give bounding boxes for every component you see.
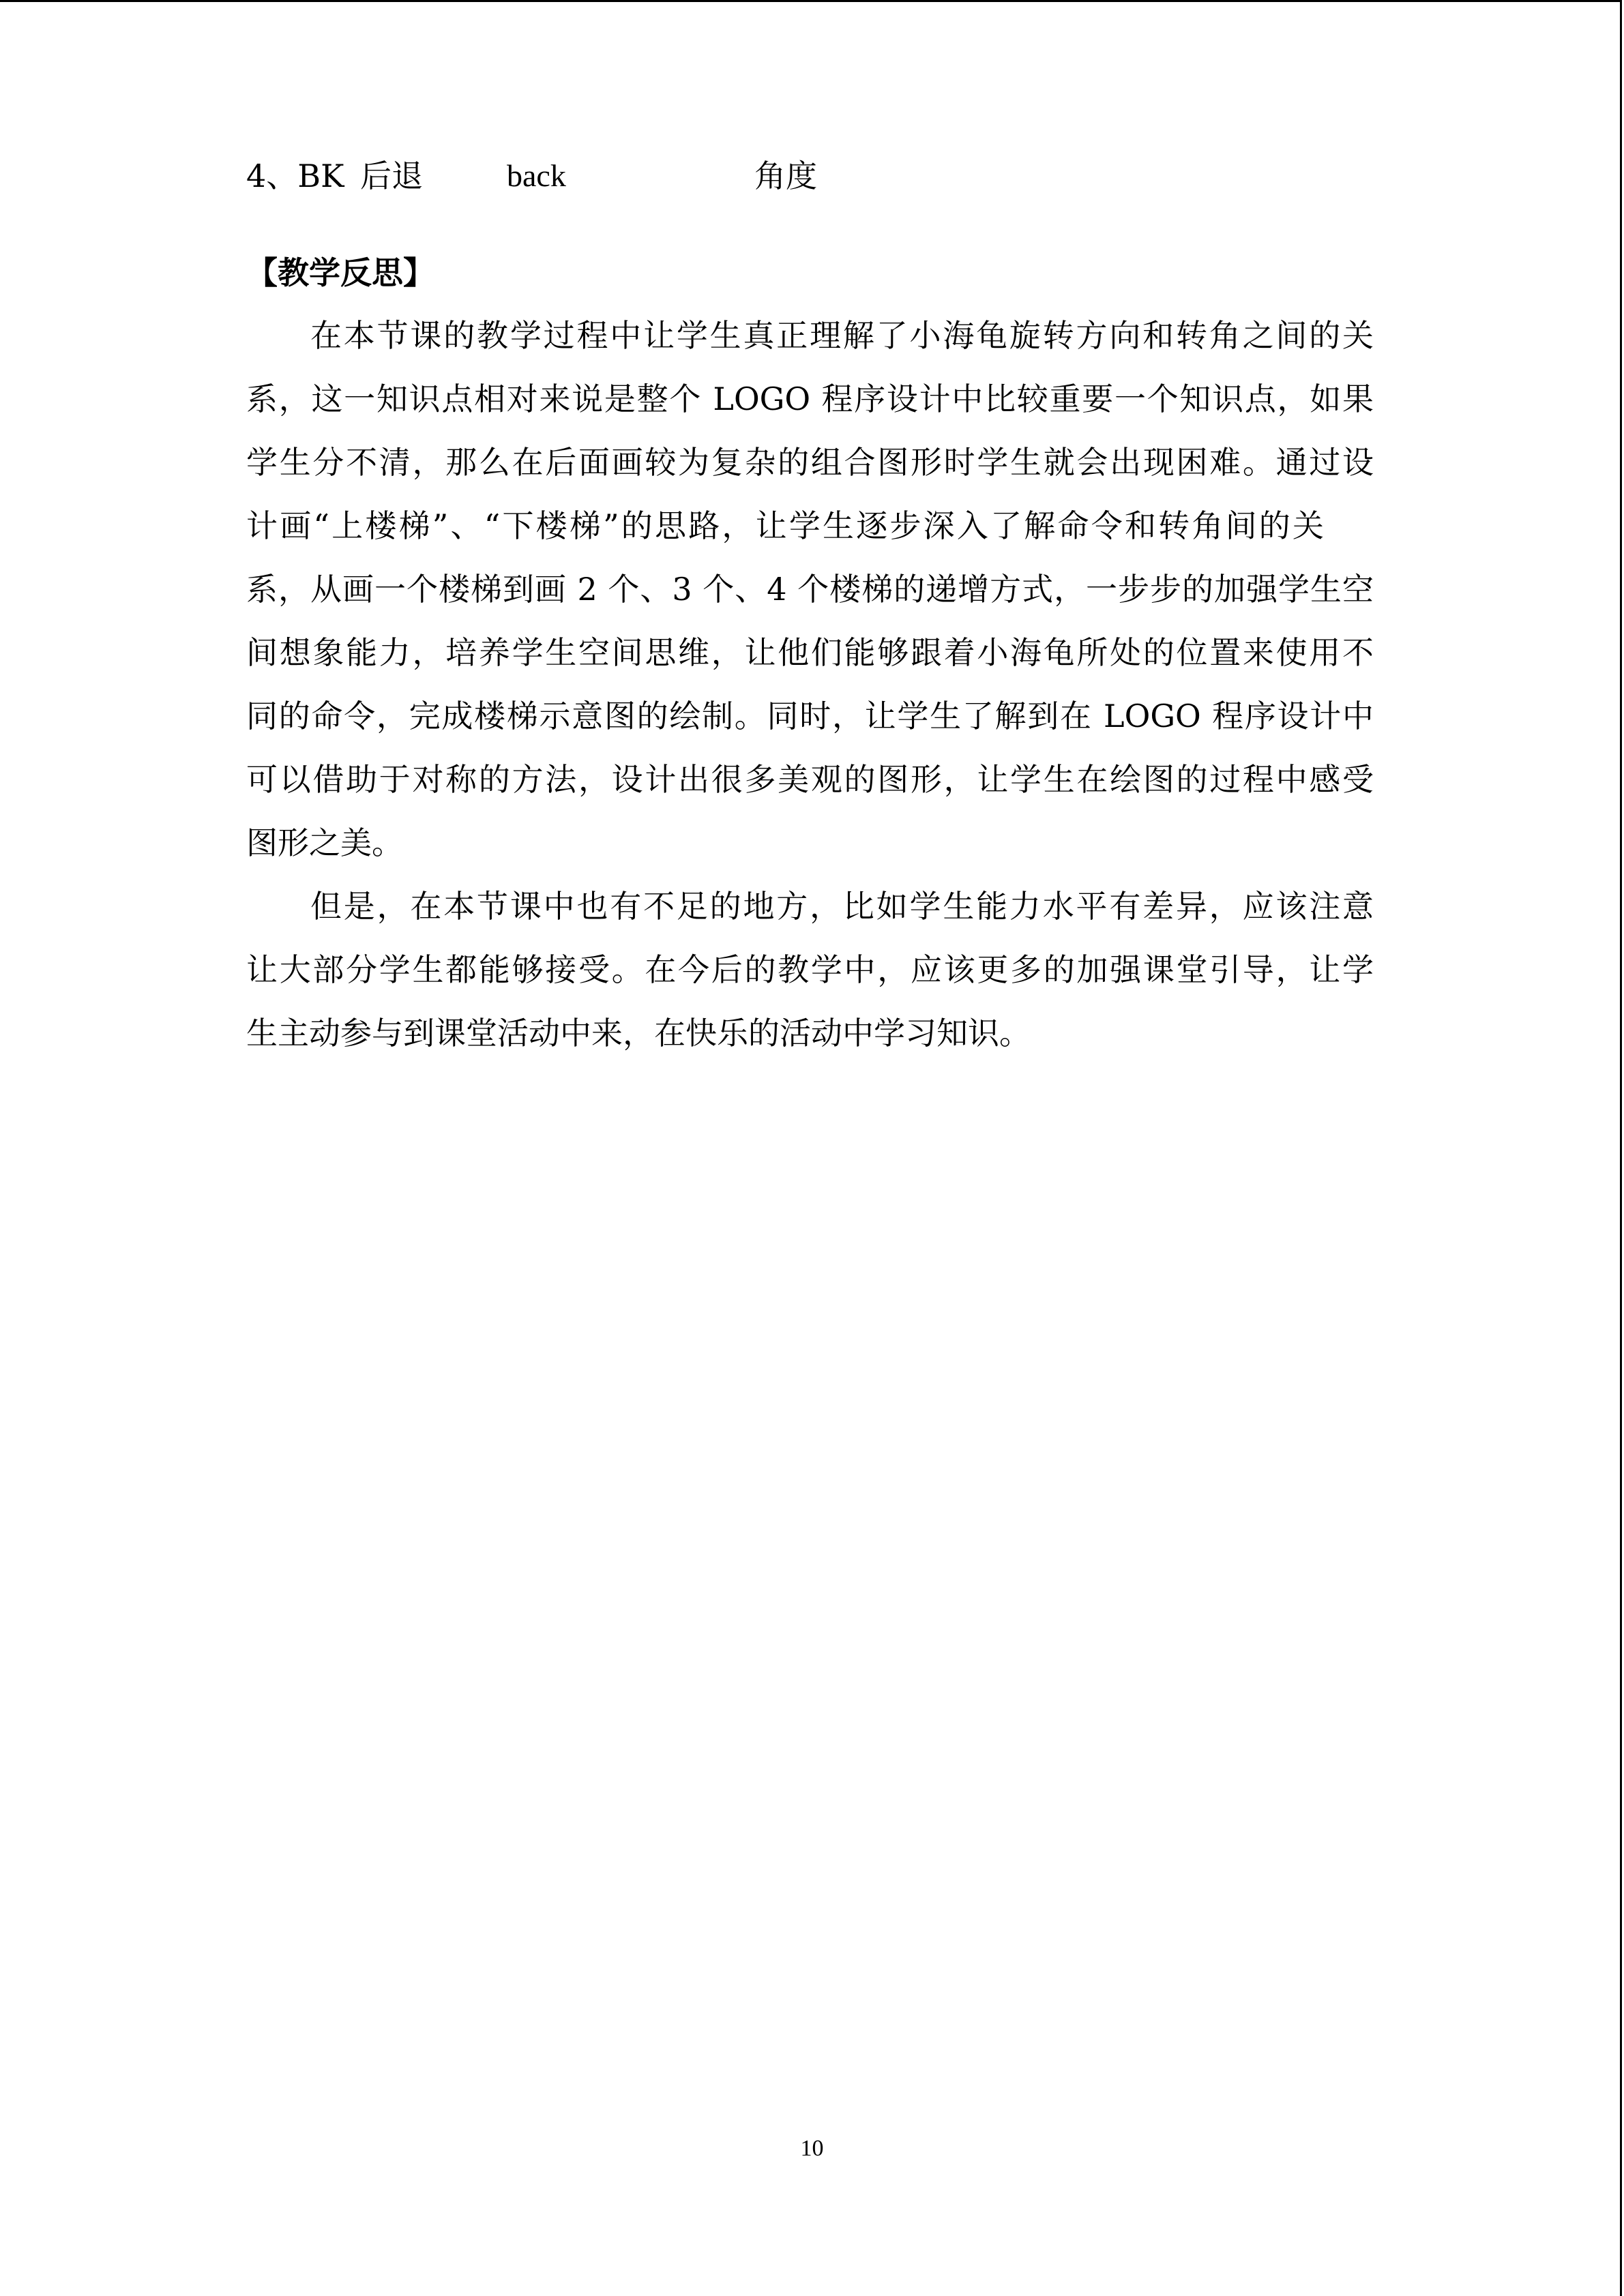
page-number: 10 — [800, 2136, 824, 2161]
command-chinese: 后退 — [360, 158, 423, 194]
text-line: 生主动参与到课堂活动中来，在快乐的活动中学习知识。 — [246, 1015, 1031, 1052]
text-line: 间想象能力，培养学生空间思维，让他们能够跟着小海龟所处的位置来使用不 — [246, 634, 1374, 671]
text-line: 系，这一知识点相对来说是整个 LOGO 程序设计中比较重要一个知识点，如果 — [246, 381, 1374, 417]
text-line: 计画“上楼梯”、“下楼梯”的思路，让学生逐步深入了解命令和转角间的关 — [246, 507, 1324, 544]
text-line: 可以借助于对称的方法，设计出很多美观的图形，让学生在绘图的过程中感受 — [246, 761, 1374, 798]
text-line: 在本节课的教学过程中让学生真正理解了小海龟旋转方向和转角之间的关 — [310, 317, 1374, 354]
text-line: 学生分不清，那么在后面画较为复杂的组合图形时学生就会出现困难。通过设 — [246, 444, 1374, 481]
text-line: 图形之美。 — [246, 824, 403, 861]
command-number: 4、BK — [246, 158, 344, 194]
text-line: 让大部分学生都能够接受。在今后的教学中，应该更多的加强课堂引导，让学 — [246, 951, 1374, 988]
text-line: 同的命令，完成楼梯示意图的绘制。同时，让学生了解到在 LOGO 程序设计中 — [246, 698, 1374, 734]
command-parameter: 角度 — [754, 158, 817, 194]
section-heading: 【教学反思】 — [246, 254, 434, 291]
text-line: 系，从画一个楼梯到画 2 个、3 个、4 个楼梯的递增方式，一步步的加强学生空 — [246, 571, 1374, 608]
command-english: back — [507, 158, 566, 193]
text-line: 但是，在本节课中也有不足的地方，比如学生能力水平有差异，应该注意 — [310, 888, 1374, 925]
